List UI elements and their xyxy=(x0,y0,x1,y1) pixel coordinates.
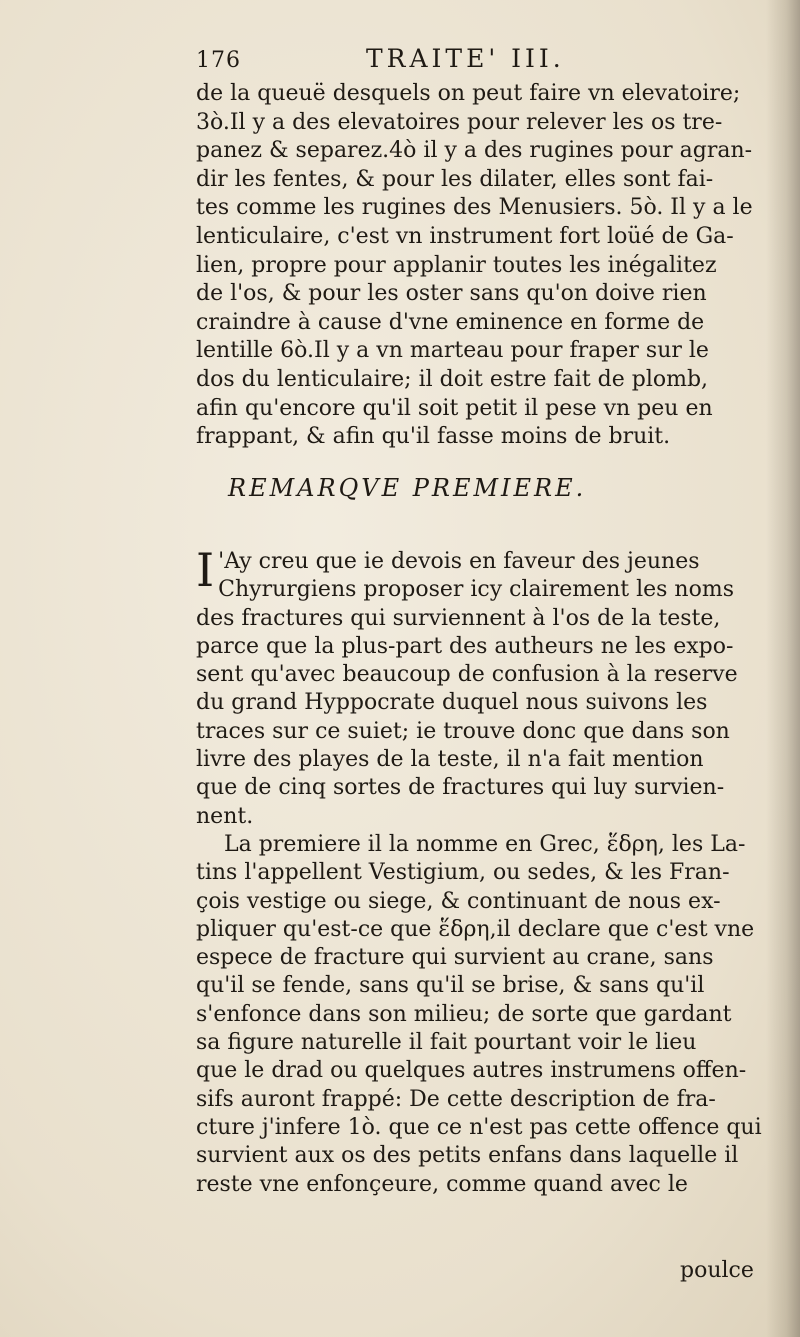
running-title: TRAITE' III. xyxy=(366,44,565,73)
text-line: traces sur ce suiet; ie trouve donc que dans son xyxy=(196,718,730,744)
text-line: qu'il se fende, sans qu'il se brise, & sans qu'il xyxy=(196,973,705,999)
text-line: 'Ay creu que ie devois en faveur des jeunes xyxy=(218,549,700,574)
page-gutter-shadow xyxy=(766,0,800,1337)
text-line: parce que la plus-part des autheurs ne les expo- xyxy=(196,633,734,659)
text-line: tes comme les rugines des Menusiers. 5ò. Il y a le xyxy=(196,195,753,221)
text-line: sifs auront frappé: De cette description de fra- xyxy=(196,1086,716,1112)
text-line: de la queuë desquels on peut faire vn elevatoire; xyxy=(196,81,741,106)
text-line: frappant, & afin qu'il fasse moins de bruit. xyxy=(196,424,671,450)
text-line: sa figure naturelle il fait pourtant voir le lieu xyxy=(196,1030,697,1056)
text-line: 3ò.Il y a des elevatoires pour relever les os tre- xyxy=(196,109,723,135)
text-line: lien, propre pour applanir toutes les inégalitez xyxy=(196,252,717,278)
second-paragraph xyxy=(196,831,766,1199)
text-line: des fractures qui surviennent à l'os de la teste, xyxy=(196,605,721,631)
text-line: espece de fracture qui survient au crane, sans xyxy=(196,945,714,971)
text-line: que de cinq sortes de fractures qui luy survien- xyxy=(196,775,725,801)
text-line: tins l'appellent Vestigium, ou sedes, & les Fran- xyxy=(196,860,730,886)
page-header xyxy=(196,44,756,80)
text-line: Chyrurgiens proposer icy clairement les noms xyxy=(218,577,735,603)
text-line: lentille 6ò.Il y a vn marteau pour fraper sur le xyxy=(196,338,709,364)
text-line: pliquer qu'est-ce que ἕδρη,il declare que c'est vne xyxy=(196,916,755,942)
text-line: dir les fentes, & pour les dilater, elles sont fai- xyxy=(196,166,714,192)
text-line: livre des playes de la teste, il n'a fait mention xyxy=(196,747,704,773)
text-line: reste vne enfonçeure, comme quand avec le xyxy=(196,1171,688,1197)
text-line: dos du lenticulaire; il doit estre fait de plomb, xyxy=(196,366,709,392)
text-line: s'enfonce dans son milieu; de sorte que gardant xyxy=(196,1001,732,1027)
text-line: sent qu'avec beaucoup de confusion à la reserve xyxy=(196,662,738,688)
text-line: nent. xyxy=(196,803,254,829)
first-paragraph xyxy=(196,543,766,831)
text-line: cture j'infere 1ò. que ce n'est pas cette offence qui xyxy=(196,1114,762,1140)
catchword: poulce xyxy=(680,1258,754,1283)
text-line: panez & separez.4ò il y a des rugines pour agran- xyxy=(196,138,753,164)
remark-body xyxy=(196,543,766,1199)
drop-cap: I xyxy=(196,543,215,597)
text-line: çois vestige ou siege, & continuant de nous ex- xyxy=(196,888,721,914)
text-line: du grand Hyppocrate duquel nous suivons les xyxy=(196,690,708,716)
text-line: survient aux os des petits enfans dans laquelle il xyxy=(196,1143,739,1169)
page-number: 176 xyxy=(196,48,241,73)
text-line: de l'os, & pour les oster sans qu'on doive rien xyxy=(196,281,707,307)
text-line: craindre à cause d'vne eminence en forme de xyxy=(196,309,705,335)
text-line: afin qu'encore qu'il soit petit il pese vn peu en xyxy=(196,395,713,421)
top-paragraph xyxy=(196,80,766,452)
text-line: La premiere il la nomme en Grec, ἕδρη, les La- xyxy=(224,831,746,857)
text-line: que le drad ou quelques autres instrumens offen- xyxy=(196,1058,747,1084)
section-heading: REMARQVE PREMIERE. xyxy=(228,474,587,502)
text-line: lenticulaire, c'est vn instrument fort loüé de Ga- xyxy=(196,223,734,249)
